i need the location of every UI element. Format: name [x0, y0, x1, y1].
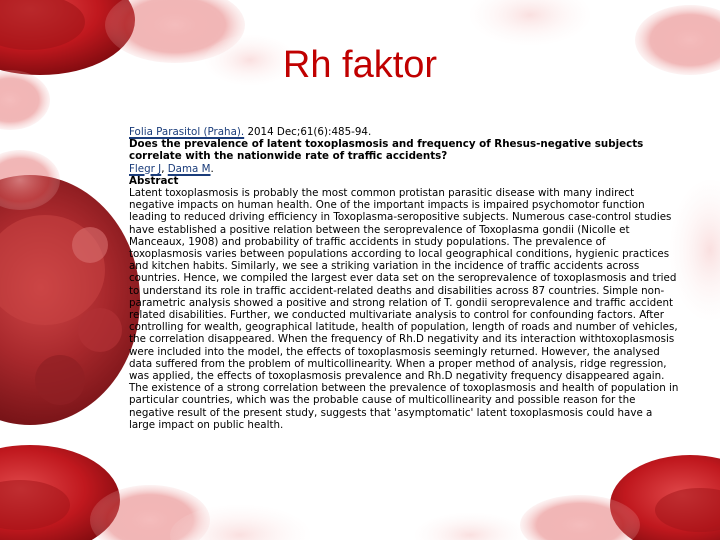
abstract-heading: Abstract	[129, 174, 179, 187]
abstract-text: Latent toxoplasmosis is probably the most common protistan parasitic disease with many indirect negative impacts on human health. One of the important impacts is impaired psychomotor function leading to reduced driving efficiency in Toxoplasma-seropositive subjects. Numerous case-control studies have established a positive relation between the seroprevalence of Toxoplasma gondii (Nicolle et Manceaux, 1908) and probability of traffic accidents in study populations. The prevalence of toxoplasmosis varies between populations according to local geographical conditions, hygienic practices and kitchen habits. Similarly, we see a striking variation in the incidence of traffic accidents across countries. Hence, we compiled the largest ever data set on the seroprevalence of toxoplasmosis and tried to understand its role in traffic accident-related deaths and disabilities across 87 countries. Simple non-parametric analysis showed a positive and strong relation of T. gondii seroprevalence and traffic accident related disabilities. Further, we conducted multivariate analysis to control for confounding factors. After controlling for wealth, geographical latitude, health of population, length of roads and number of vehicles, the correlation disappeared. When the frequency of Rh.D negativity and its interaction withtoxoplasmosis were included into the model, the effects of toxoplasmosis seemingly returned. However, the analysed data suffered from the problem of multicollinearity. When a proper method of analysis, ridge regression, was applied, the effects of toxoplasmosis prevalence and Rh.D negativity frequency disappeared again. The existence of a strong correlation between the prevalence of toxoplasmosis and health of population in particular countries, which was the probable cause of multicollinearity and possible reason for the negative result of the present study, suggests that 'asymptomatic' latent toxoplasmosis could have a large impact on public health.	[129, 187, 679, 431]
author-end: .	[210, 162, 214, 175]
cell-cluster	[78, 308, 122, 352]
author-link[interactable]: Flegr J	[129, 162, 162, 175]
journal-link[interactable]: Folia Parasitol (Praha).	[129, 126, 245, 138]
cell-cluster	[35, 355, 85, 405]
blood-cell	[470, 0, 590, 45]
author-link[interactable]: Dama M	[167, 162, 211, 175]
article-title: Does the prevalence of latent toxoplasmosis and frequency of Rhesus-negative subjects correlate with the nationwide rate of traffic accidents?	[129, 138, 644, 163]
cell-cluster	[72, 227, 108, 263]
article-content	[129, 126, 679, 431]
author-separator: ,	[161, 162, 168, 175]
citation-line	[129, 126, 679, 138]
blood-cell	[415, 513, 525, 540]
citation-details: 2014 Dec;61(6):485-94.	[244, 126, 372, 138]
slide-title: Rh faktor	[282, 44, 438, 86]
authors-line	[129, 163, 679, 175]
